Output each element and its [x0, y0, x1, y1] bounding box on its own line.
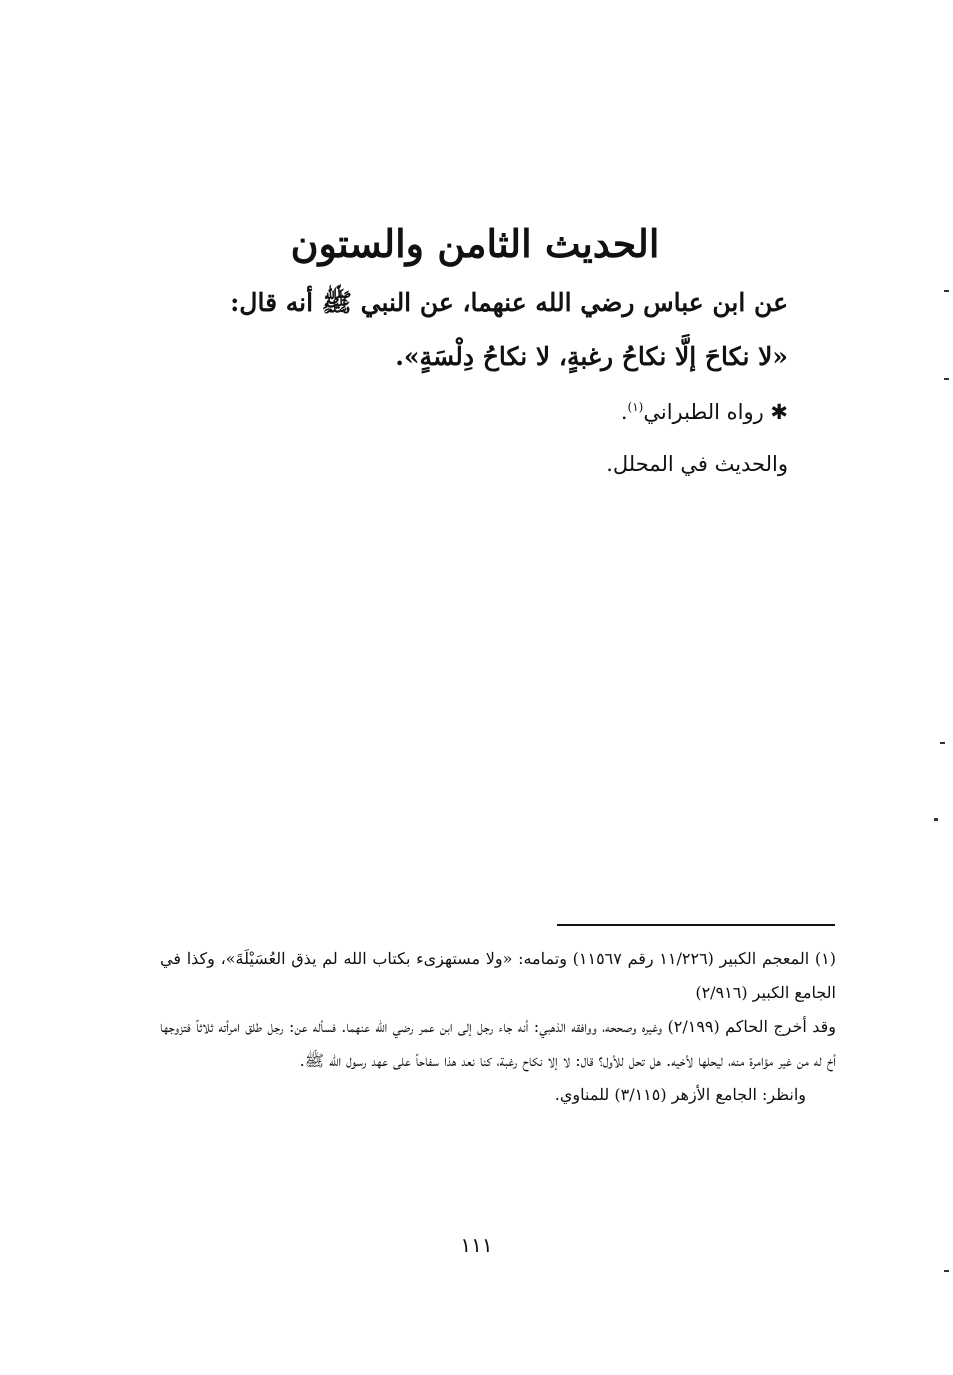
footnote-separator [557, 924, 835, 926]
scan-speck [944, 378, 949, 380]
footnotes-section [160, 942, 836, 1112]
hadith-topic-note: والحديث في المحلل. [606, 452, 788, 476]
scan-speck [944, 1270, 949, 1272]
footnote-item: وانظر: الجامع الأزهر (٣/١١٥) للمناوي. [554, 1085, 806, 1104]
scan-speck [934, 818, 938, 821]
hadith-chain-intro: عن ابن عباس رضي الله عنهما، عن النبي ﷺ أنه قال: [230, 288, 788, 317]
footnote-item: وقد أخرج الحاكم (٢/١٩٩) وغيره وصححه، ووافقه الذهبي: أنه جاء رجل إلى ابن عمر رضي الله عنهما. فسأله عن: رجل طلق امرأته ثلاثاً فتزوجها أخ له من غير مؤامرة منه، ليحلها لأخيه. هل تحل للأول؟ قال: لا إلا نكاح رغبة، كنا نعد هذا سفاحاً على عهد رسول الله ﷺ. [160, 1017, 837, 1070]
hadith-heading: الحديث الثامن والستون [290, 221, 660, 266]
scan-speck [940, 742, 945, 744]
narration-source-end: . [620, 400, 628, 424]
scan-speck [944, 290, 949, 292]
narration-source [621, 396, 788, 428]
hadith-quote: «لا نكاحَ إلَّا نكاحُ رغبةٍ، لا نكاحُ دِلْسَةٍ». [395, 342, 788, 371]
narration-source-text: ✱ رواه الطبراني [643, 400, 788, 424]
footnote-reference[interactable]: (١) [627, 400, 644, 414]
page-number: ١١١ [460, 1233, 493, 1257]
footnote-item: (١) المعجم الكبير (١١/٢٢٦ رقم ١١٥٦٧) وتمامه: «ولا مستهزىء بكتاب الله لم يذق العُسَيْلَةَ»، وكذا في الجامع الكبير (٢/٩١٦) [160, 949, 837, 1002]
